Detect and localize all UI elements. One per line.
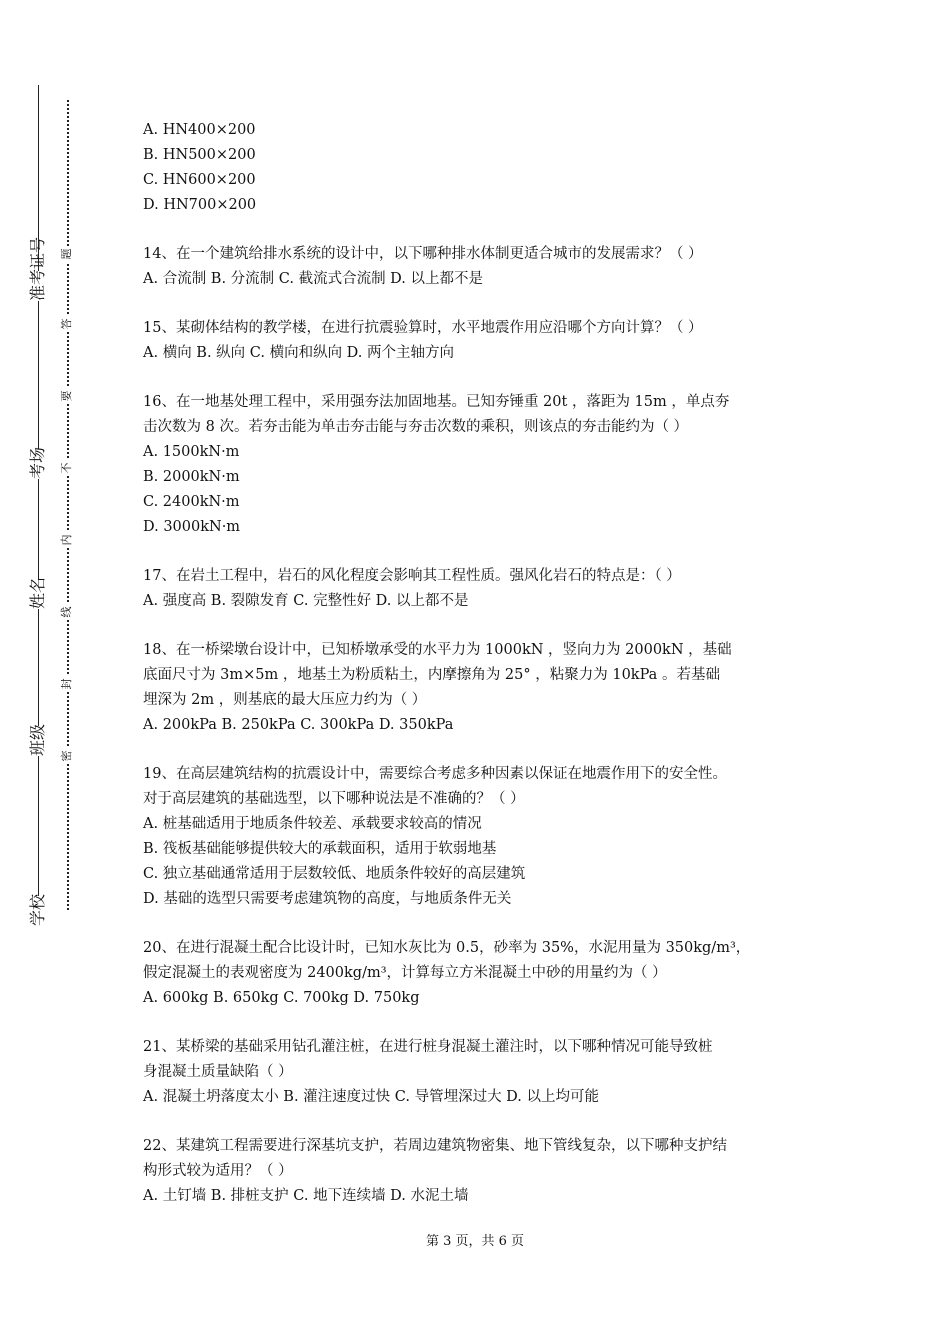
question-15	[143, 316, 823, 366]
seal-char: 要	[60, 388, 74, 404]
question-text: 14、在一个建筑给排水系统的设计中，以下哪种排水体制更适合城市的发展需求？（ ）	[143, 246, 703, 262]
question-18	[143, 638, 823, 738]
option: D. 3000kN·m	[143, 519, 241, 535]
field-name: 姓名	[28, 576, 47, 609]
option: D. HN700×200	[143, 197, 257, 213]
question-21	[143, 1035, 823, 1110]
seal-char: 封	[60, 676, 74, 692]
option: A. 土钉墙 B. 排桩支护 C. 地下连续墙 D. 水泥土墙	[143, 1188, 469, 1204]
field-class: 班级	[28, 723, 47, 756]
question-text: 底面尺寸为 3m×5m ，地基土为粉质粘土，内摩擦角为 25° ，粘聚力为 10kPa 。若基础	[143, 667, 720, 683]
question-text: 构形式较为适用？（ ）	[143, 1163, 293, 1179]
option: A. 桩基础适用于地质条件较差、承载要求较高的情况	[143, 816, 482, 832]
option: C. HN600×200	[143, 172, 256, 188]
question-text: 埋深为 2m ，则基底的最大压应力约为（ ）	[143, 692, 427, 708]
question-22	[143, 1134, 823, 1209]
question-16	[143, 390, 823, 540]
option: B. 2000kN·m	[143, 469, 240, 485]
option: A. 1500kN·m	[143, 444, 240, 460]
option: A. 横向 B. 纵向 C. 横向和纵向 D. 两个主轴方向	[143, 345, 455, 361]
option: C. 独立基础通常适用于层数较低、地质条件较好的高层建筑	[143, 866, 526, 882]
seal-char: 内	[60, 532, 74, 548]
option: A. 600kg B. 650kg C. 700kg D. 750kg	[143, 990, 420, 1006]
question-text: 17、在岩土工程中，岩石的风化程度会影响其工程性质。强风化岩石的特点是：（ ）	[143, 568, 681, 584]
question-text: 假定混凝土的表观密度为 2400kg/m³，计算每立方米混凝土中砂的用量约为（ ）	[143, 965, 667, 981]
seal-char: 线	[60, 604, 74, 620]
field-exam-number: 准考证号	[28, 236, 47, 301]
question-19	[143, 762, 823, 912]
option: A. 200kPa B. 250kPa C. 300kPa D. 350kPa	[143, 717, 454, 733]
question-17	[143, 564, 823, 614]
option: D. 基础的选型只需要考虑建筑物的高度，与地质条件无关	[143, 891, 512, 907]
question-text: 22、某建筑工程需要进行深基坑支护，若周边建筑物密集、地下管线复杂，以下哪种支护结	[143, 1138, 727, 1154]
field-exam-room: 考场	[28, 446, 47, 479]
seal-char: 不	[60, 460, 74, 476]
seal-char: 密	[60, 748, 74, 764]
question-content	[143, 118, 823, 1209]
seal-dotted-line	[67, 100, 69, 910]
question-text: 对于高层建筑的基础选型，以下哪种说法是不准确的？（ ）	[143, 791, 525, 807]
option: A. HN400×200	[143, 122, 256, 138]
question-text: 击次数为 8 次。若夯击能为单击夯击能与夯击次数的乘积，则该点的夯击能约为（ ）	[143, 419, 689, 435]
question-text: 身混凝土质量缺陷（ ）	[143, 1064, 293, 1080]
question-text: 21、某桥梁的基础采用钻孔灌注桩，在进行桩身混凝土灌注时，以下哪种情况可能导致桩	[143, 1039, 713, 1055]
question-text: 15、某砌体结构的教学楼，在进行抗震验算时，水平地震作用应沿哪个方向计算？（ ）	[143, 320, 703, 336]
option: B. 筏板基础能够提供较大的承载面积，适用于软弱地基	[143, 841, 497, 857]
question-text: 20、在进行混凝土配合比设计时，已知水灰比为 0.5，砂率为 35%，水泥用量为 350kg/m³，	[143, 940, 751, 956]
question-text: 19、在高层建筑结构的抗震设计中，需要综合考虑多种因素以保证在地震作用下的安全性。	[143, 766, 727, 782]
field-school: 学校	[28, 893, 47, 926]
option: B. HN500×200	[143, 147, 256, 163]
question-20	[143, 936, 823, 1011]
option: A. 合流制 B. 分流制 C. 截流式合流制 D. 以上都不是	[143, 271, 484, 287]
seal-char: 题	[60, 246, 74, 262]
option: A. 强度高 B. 裂隙发育 C. 完整性好 D. 以上都不是	[143, 593, 469, 609]
option: A. 混凝土坍落度太小 B. 灌注速度过快 C. 导管埋深过大 D. 以上均可能	[143, 1089, 600, 1105]
question-text: 16、在一地基处理工程中，采用强夯法加固地基。已知夯锤重 20t ，落距为 15m ，单点夯	[143, 394, 730, 410]
option: C. 2400kN·m	[143, 494, 240, 510]
seal-char: 答	[60, 316, 74, 332]
question-text: 18、在一桥梁墩台设计中，已知桥墩承受的水平力为 1000kN ，竖向力为 2000kN ，基础	[143, 642, 732, 658]
q13-options	[143, 118, 823, 218]
question-14	[143, 242, 823, 292]
binding-solid-line	[38, 85, 39, 925]
binding-margin	[0, 0, 100, 1344]
page-footer: 第 3 页，共 6 页	[425, 1234, 525, 1249]
